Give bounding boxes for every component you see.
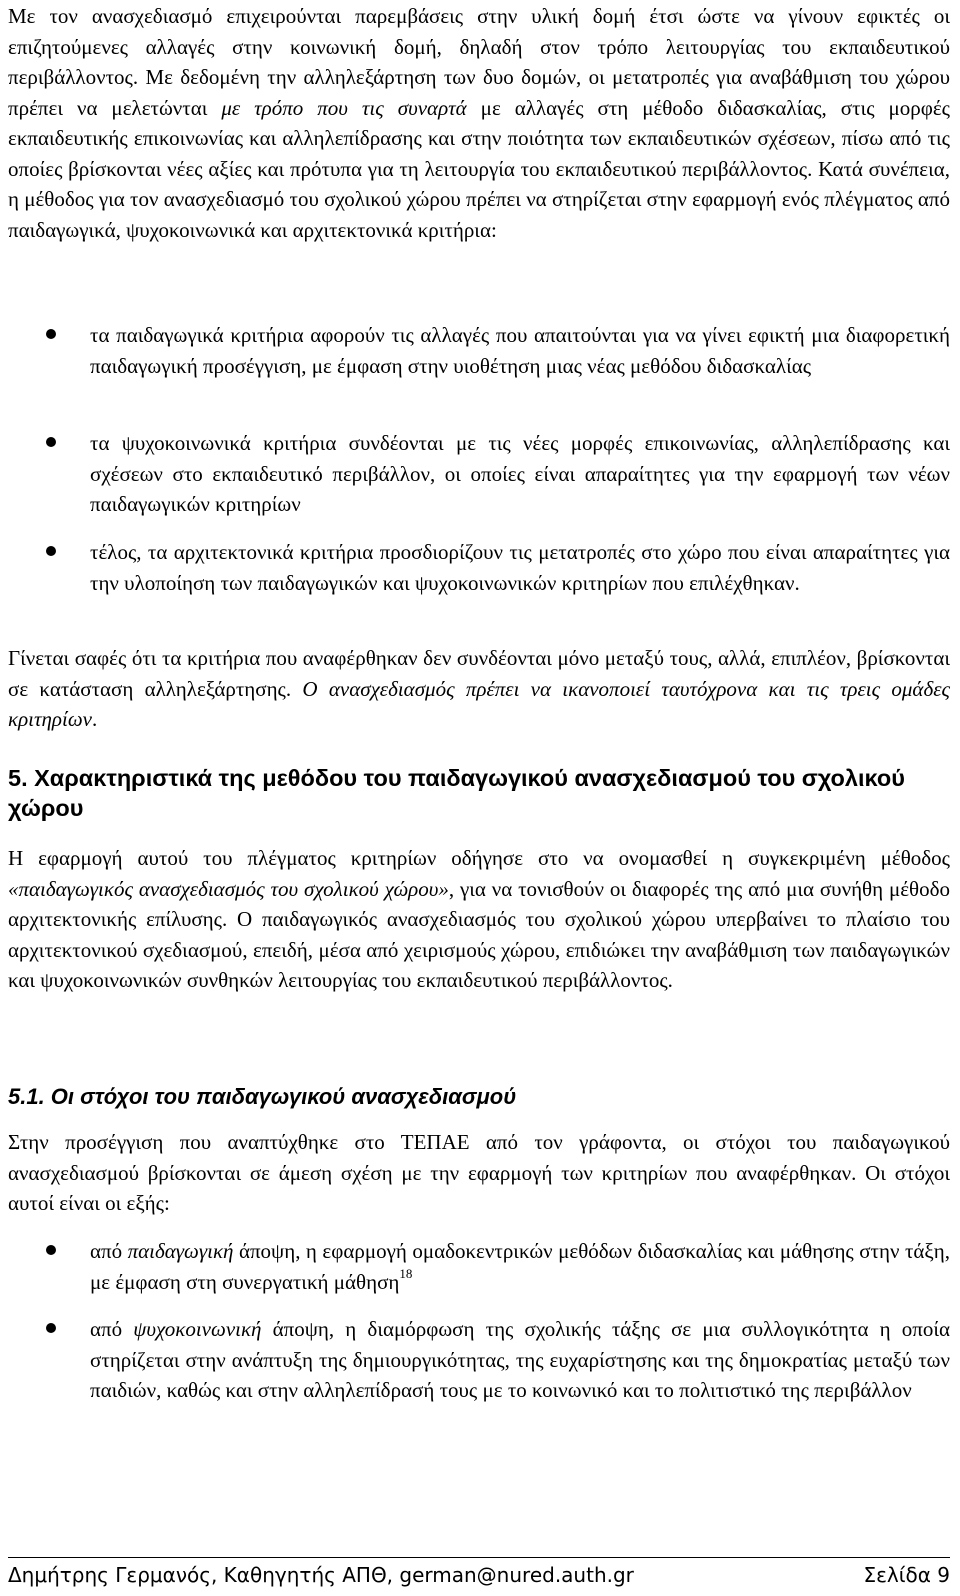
goal-2-emphasis: ψυχοκοινωνική: [133, 1317, 262, 1341]
criteria-list-2: [0, 428, 950, 520]
list-item: [0, 320, 950, 381]
conclusion-text: Γίνεται σαφές ότι τα κριτήρια που αναφέρθηκαν δεν συνδέονται μόνο μεταξύ τους, αλλά, επιπλέον, βρίσκονται σε κατάσταση αλληλεξάρτησης.: [8, 646, 950, 701]
conclusion-paragraph: [8, 643, 950, 735]
footer-divider: [8, 1557, 950, 1558]
intro-text-2: με αλλαγές στη μέθοδο διδασκαλίας, στις μορφές εκπαιδευτικής επικοινωνίας και αλληλεπίδρασης και στην ποιότητα των εκπαιδευτικών σχέσεων, πίσω από τις οποίες βρίσκονται νέες αξίες και πρότυπα για τη λειτουργία του εκπαιδευτικού περιβάλλοντος. Κατά συνέπεια, η μέθοδος για τον ανασχεδιασμό του σχολικού χώρου πρέπει να στηρίζεται στην εφαρμογή ενός πλέγματος από παιδαγωγικά, ψυχοκοινωνικά και αρχιτεκτονικά κριτήρια:: [8, 95, 950, 242]
section-5-text-2: , για να τονισθούν οι διαφορές της από μια συνήθη μέθοδο αρχιτεκτονικής επίλυσης. Ο παιδαγωγικός ανασχεδιασμός του σχολικού χώρου υπερβαίνει το πλαίσιο του αρχιτεκτονικού σχεδιασμού, επειδή, μέσα από χειρισμούς χώρου, επιδιώκει την αναβάθμιση των παιδαγωγικών και ψυχοκοινωνικών συνθηκών λειτουργίας του εκπαιδευτικού περιβάλλοντος.: [8, 876, 950, 992]
conclusion-emphasis: Ο ανασχεδιασμός πρέπει να ικανοποιεί ταυτόχρονα και τις τρεις ομάδες κριτηρίων: [8, 676, 951, 731]
goals-list: [0, 1236, 950, 1297]
intro-text-1: Με τον ανασχεδιασμό επιχειρούνται παρεμβάσεις στην υλική δομή έτσι ώστε να γίνουν εφικτές οι επιζητούμενες αλλαγές στην κοινωνική δομή, δηλαδή στον τρόπο λειτουργίας του εκπαιδευτικού περιβάλλοντος. Με δεδομένη την αλληλεξάρτηση των δυο δομών, οι μετατροπές για αναβάθμιση του χώρου πρέπει να μελετώνται: [8, 4, 950, 120]
footnote-ref[interactable]: 18: [399, 1265, 413, 1281]
goal-1-emphasis: παιδαγωγική: [127, 1239, 234, 1263]
bullet-icon: [46, 1245, 56, 1255]
goals-list-2: [0, 1314, 950, 1406]
page-number: Σελίδα 9: [863, 1563, 950, 1587]
criteria-list: [0, 320, 950, 381]
criterion-psychosocial: τα ψυχοκοινωνικά κριτήρια συνδέονται με τις νέες μορφές επικοινωνίας, αλληλεπίδρασης και σχέσεων στο εκπαιδευτικό περιβάλλον, οι οποίες είναι απαραίτητες για την εφαρμογή των νέων παιδαγωγικών κριτηρίων: [90, 431, 950, 516]
goal-2-prefix: από: [90, 1317, 134, 1341]
list-item: [0, 1314, 950, 1406]
goal-2-text: άποψη, η διαμόρφωση της σχολικής τάξης σε μια συλλογικότητα η οποία στηρίζεται στην ανάπτυξη της δημιουργικότητας, της ευχαρίστησης και της δημοκρατίας μεταξύ των παιδιών, καθώς και στην αλληλεπίδρασή τους με το κοινωνικό και το πολιτιστικό της περιβάλλον: [90, 1317, 951, 1402]
section-5-1-heading: 5.1. Οι στόχοι του παιδαγωγικού ανασχεδιασμού: [8, 1084, 517, 1109]
list-item: [0, 1236, 950, 1297]
list-item: [0, 537, 950, 598]
bullet-icon: [46, 329, 56, 339]
goal-1-text: άποψη, η εφαρμογή ομαδοκεντρικών μεθόδων διδασκαλίας και μάθησης στην τάξη, με έμφαση στη συνεργατική μάθηση: [90, 1239, 950, 1294]
criterion-pedagogical: τα παιδαγωγικά κριτήρια αφορούν τις αλλαγές που απαιτούνται για να γίνει εφικτή μια διαφορετική παιδαγωγική προσέγγιση, με έμφαση στην υιοθέτηση μιας νέας μεθόδου διδασκαλίας: [90, 323, 950, 378]
section-5-heading: 5. Χαρακτηριστικά της μεθόδου του παιδαγωγικού ανασχεδιασμού του σχολικού χώρου: [8, 765, 905, 821]
bullet-icon: [46, 546, 56, 556]
section-5-1-paragraph: Στην προσέγγιση που αναπτύχθηκε στο ΤΕΠΑΕ από τον γράφοντα, οι στόχοι του παιδαγωγικού ανασχεδιασμού βρίσκονται σε άμεση σχέση με την εφαρμογή των κριτηρίων που αναφέρθηκαν. Οι στόχοι αυτοί είναι οι εξής:: [8, 1130, 950, 1215]
conclusion-end: .: [92, 707, 98, 731]
section-5-text-1: Η εφαρμογή αυτού του πλέγματος κριτηρίων οδήγησε στο να ονομασθεί η συγκεκριμένη μέθοδος: [8, 846, 950, 870]
footer-author: Δημήτρης Γερμανός, Καθηγητής ΑΠΘ, german@nured.auth.gr: [8, 1563, 634, 1587]
intro-emphasis: με τρόπο που τις συναρτά: [221, 95, 467, 120]
section-5-paragraph: [8, 843, 950, 996]
goal-1-prefix: από: [90, 1239, 128, 1263]
criteria-list-3: [0, 537, 950, 598]
method-name-emphasis: «παιδαγωγικός ανασχεδιασμός του σχολικού χώρου»: [8, 876, 449, 901]
criterion-architectural: τέλος, τα αρχιτεκτονικά κριτήρια προσδιορίζουν τις μετατροπές στο χώρο που είναι απαραίτητες για την υλοποίηση των παιδαγωγικών και ψυχοκοινωνικών κριτηρίων που επιλέχθηκαν.: [90, 540, 950, 595]
list-item: [0, 428, 950, 520]
intro-paragraph: [8, 1, 950, 245]
bullet-icon: [46, 437, 56, 447]
bullet-icon: [46, 1323, 56, 1333]
